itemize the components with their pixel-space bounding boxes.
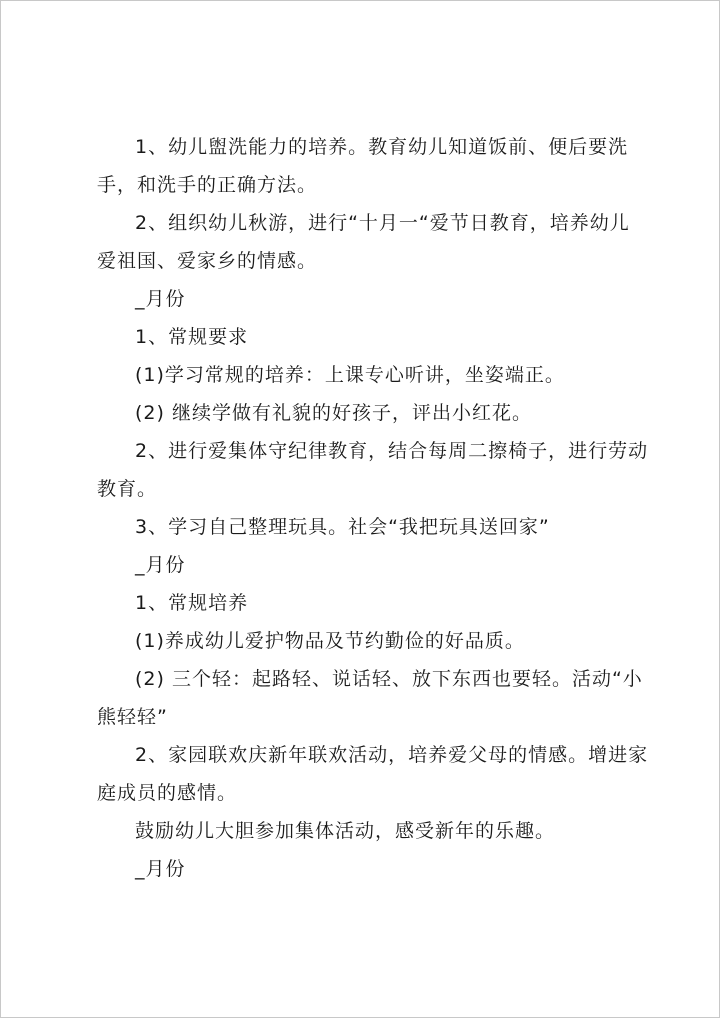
paragraph-line: 教育。 [97, 478, 158, 500]
document-body [97, 128, 647, 888]
paragraph-line: 鼓励幼儿大胆参加集体活动，感受新年的乐趣。 [135, 820, 556, 842]
paragraph-line: (2) 三个轻：起路轻、说话轻、放下东西也要轻。活动“小 [135, 668, 643, 690]
month-heading: _月份 [135, 288, 186, 310]
paragraph-line: 2、家园联欢庆新年联欢活动，培养爱父母的情感。增进家 [135, 744, 649, 766]
month-heading: _月份 [135, 554, 186, 576]
section-heading: 1、常规要求 [135, 326, 249, 348]
paragraph-line: 爱祖国、爱家乡的情感。 [97, 250, 318, 272]
paragraph-line: 熊轻轻” [97, 706, 168, 728]
paragraph-line: 手，和洗手的正确方法。 [97, 174, 318, 196]
paragraph-line: 庭成员的感情。 [97, 782, 238, 804]
paragraph-line: (2) 继续学做有礼貌的好孩子，评出小红花。 [135, 402, 532, 424]
paragraph-line: 2、组织幼儿秋游，进行“十月一“爱节日教育，培养幼儿 [135, 212, 630, 234]
month-heading: _月份 [135, 858, 186, 880]
paragraph-line: 2、进行爱集体守纪律教育，结合每周二擦椅子，进行劳动 [135, 440, 649, 462]
paragraph-line: 1、幼儿盥洗能力的培养。教育幼儿知道饭前、便后要洗 [135, 136, 629, 158]
paragraph-line: (1)养成幼儿爱护物品及节约勤俭的好品质。 [135, 630, 525, 652]
section-heading: 1、常规培养 [135, 592, 249, 614]
paragraph-line: 3、学习自己整理玩具。社会“我把玩具送回家” [135, 516, 550, 538]
paragraph-line: (1)学习常规的培养：上课专心听讲，坐姿端正。 [135, 364, 565, 386]
